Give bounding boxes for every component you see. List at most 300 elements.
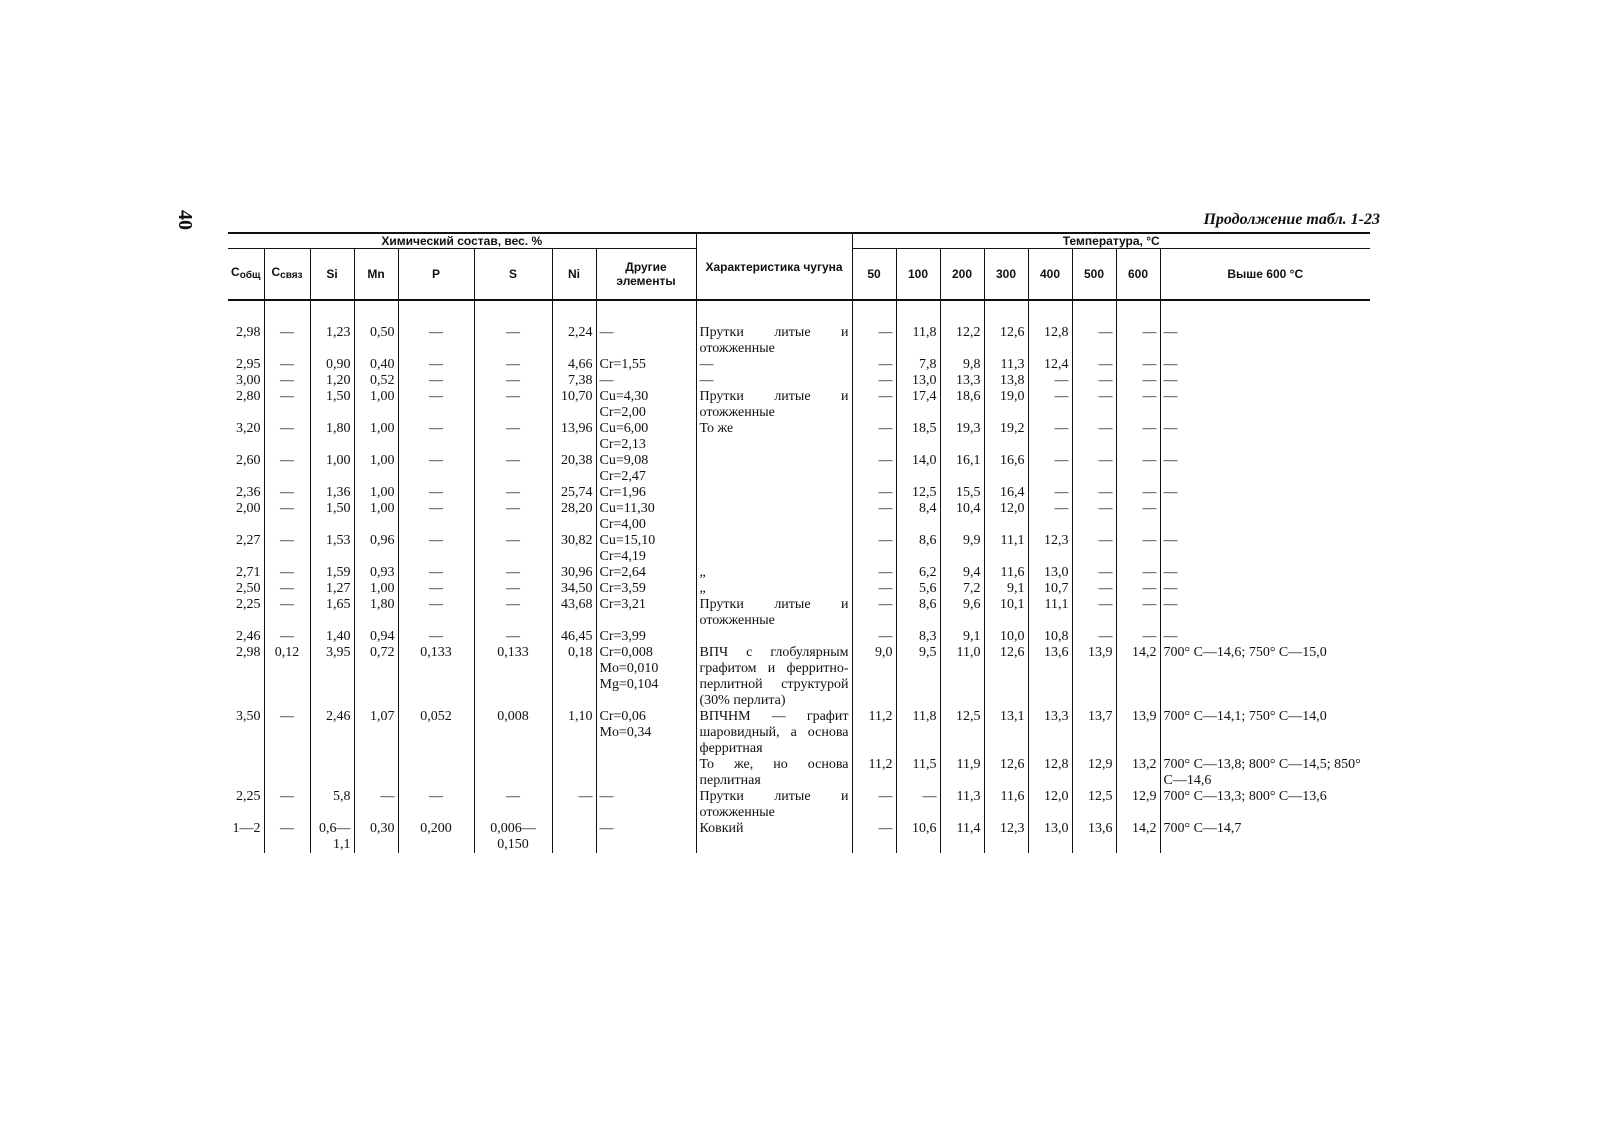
cell-t500: — [1072, 501, 1116, 533]
cell-t600: — [1116, 357, 1160, 373]
cell-t600: — [1116, 581, 1160, 597]
cell-mn: 0,96 [354, 533, 398, 565]
cell-cb: — [264, 597, 310, 629]
table-row [228, 373, 1370, 389]
table-row [228, 357, 1370, 373]
cell-si: 1,23 [310, 325, 354, 357]
cell-si [310, 757, 354, 789]
cell-other: Cu=11,30 Cr=4,00 [596, 501, 696, 533]
cell-c: 2,00 [236, 501, 261, 516]
cell-t600: 14,2 [1116, 645, 1160, 709]
cell-char [696, 501, 852, 533]
cell-t500: — [1072, 485, 1116, 501]
cell-other: Cr=0,008 Mo=0,010 Mg=0,104 [596, 645, 696, 709]
cell-si: 1,50 [310, 389, 354, 421]
cell-above: 700° С—14,7 [1160, 821, 1370, 853]
table-row [228, 645, 1370, 709]
cell-char [696, 533, 852, 565]
col-t100: 100 [896, 249, 940, 301]
cell-t400: 12,8 [1028, 757, 1072, 789]
cell-t400: 10,8 [1028, 629, 1072, 645]
cell-char [696, 629, 852, 645]
cell-t400: — [1028, 453, 1072, 485]
cell-cb: — [264, 357, 310, 373]
cell-t200: 9,6 [940, 597, 984, 629]
cell-t300: 12,3 [984, 821, 1028, 853]
temperature-header: Температура, °С [852, 233, 1370, 249]
cell-p: — [398, 389, 474, 421]
cell-t600: 12,9 [1116, 789, 1160, 821]
table-row [228, 789, 1370, 821]
cell-t50: — [852, 821, 896, 853]
cell-t300: 19,2 [984, 421, 1028, 453]
cell-ni: 1,10 [552, 709, 596, 757]
cell-t100: 6,2 [896, 565, 940, 581]
cell-p: — [398, 565, 474, 581]
cell-t600: — [1116, 373, 1160, 389]
cell-p: — [398, 629, 474, 645]
cell-t500: — [1072, 533, 1116, 565]
cell-p: — [398, 533, 474, 565]
cell-t200: 11,3 [940, 789, 984, 821]
cell-t200: 12,5 [940, 709, 984, 757]
cell-c: 2,25 [236, 597, 261, 612]
cell-other: Cu=6,00 Cr=2,13 [596, 421, 696, 453]
cell-si: 1,59 [310, 565, 354, 581]
cell-other: Cu=4,30 Cr=2,00 [596, 389, 696, 421]
cell-above: 700° С—14,6; 750° С—15,0 [1160, 645, 1370, 709]
cell-s: — [474, 373, 552, 389]
cell-cb: — [264, 821, 310, 853]
col-other-elements: Другие элементы [596, 249, 696, 301]
cell-above: — [1160, 581, 1370, 597]
cell-mn [354, 757, 398, 789]
cell-c: 2,95 [236, 357, 261, 372]
cell-t300: 16,6 [984, 453, 1028, 485]
cell-p: — [398, 485, 474, 501]
cell-s: — [474, 357, 552, 373]
cell-t300: 11,1 [984, 533, 1028, 565]
cell-ni: 2,24 [552, 325, 596, 357]
cell-cb [264, 757, 310, 789]
cell-si: 1,36 [310, 485, 354, 501]
cell-p: — [398, 421, 474, 453]
table-row [228, 709, 1370, 757]
cell-c: 2,25 [236, 789, 261, 804]
cell-ni [552, 757, 596, 789]
cell-t50: — [852, 357, 896, 373]
cell-si: 1,27 [310, 581, 354, 597]
cell-t50: — [852, 597, 896, 629]
col-p: P [398, 249, 474, 301]
cell-s: — [474, 501, 552, 533]
cell-p: — [398, 501, 474, 533]
table-row [228, 629, 1370, 645]
cell-cb: — [264, 581, 310, 597]
cell-mn: 0,30 [354, 821, 398, 853]
col-mn: Mn [354, 249, 398, 301]
cell-above: 700° С—13,8; 800° С—14,5; 850° С—14,6 [1160, 757, 1370, 789]
cell-c: 2,46 [236, 629, 261, 644]
cell-cb: — [264, 565, 310, 581]
cell-t100: 8,6 [896, 597, 940, 629]
cell-t200: 16,1 [940, 453, 984, 485]
cell-cb: — [264, 501, 310, 533]
cell-t200: 15,5 [940, 485, 984, 501]
cell-char: ВПЧНМ — графит шаровидный, а основа ферритная [696, 709, 852, 757]
cell-t100: 8,3 [896, 629, 940, 645]
cell-c: 2,71 [236, 565, 261, 580]
cell-t300: 10,0 [984, 629, 1028, 645]
cell-t500: — [1072, 565, 1116, 581]
chem-composition-header: Химический состав, вес. % [228, 233, 696, 249]
cell-t400: — [1028, 389, 1072, 421]
table-row [228, 581, 1370, 597]
table-row [228, 389, 1370, 421]
cell-t200: 19,3 [940, 421, 984, 453]
cell-t200: 11,4 [940, 821, 984, 853]
cell-cb: — [264, 789, 310, 821]
cell-cb: — [264, 325, 310, 357]
cell-t400: — [1028, 421, 1072, 453]
cell-t100: — [896, 789, 940, 821]
cell-t50: — [852, 789, 896, 821]
cell-t600: — [1116, 629, 1160, 645]
cell-char: Прутки литые и отожженные [696, 789, 852, 821]
cell-t300: 16,4 [984, 485, 1028, 501]
cell-ni: 4,66 [552, 357, 596, 373]
cell-t600: — [1116, 533, 1160, 565]
cell-c [228, 757, 264, 789]
cell-other: Cr=3,59 [596, 581, 696, 597]
cell-above: — [1160, 453, 1370, 485]
cell-p: — [398, 581, 474, 597]
cell-ni: 46,45 [552, 629, 596, 645]
col-t200: 200 [940, 249, 984, 301]
cell-char [696, 453, 852, 485]
col-ni: Ni [552, 249, 596, 301]
cell-t500: 13,6 [1072, 821, 1116, 853]
cell-mn: 1,07 [354, 709, 398, 757]
cell-ni: 30,82 [552, 533, 596, 565]
cell-t300: 10,1 [984, 597, 1028, 629]
cell-other: Cr=1,96 [596, 485, 696, 501]
col-t500: 500 [1072, 249, 1116, 301]
cell-t300: 13,1 [984, 709, 1028, 757]
cell-t300: 9,1 [984, 581, 1028, 597]
cell-si: 0,6—1,1 [310, 821, 354, 853]
cell-t300: 12,0 [984, 501, 1028, 533]
cell-t50: — [852, 581, 896, 597]
cell-t50: — [852, 501, 896, 533]
cell-mn: 1,80 [354, 597, 398, 629]
cell-s: — [474, 325, 552, 357]
cell-t300: 11,3 [984, 357, 1028, 373]
cell-si: 1,40 [310, 629, 354, 645]
cell-other: Cr=0,06 Mo=0,34 [596, 709, 696, 757]
cell-mn: 1,00 [354, 453, 398, 485]
cell-p: — [398, 597, 474, 629]
cell-si: 1,53 [310, 533, 354, 565]
cell-s: 0,133 [474, 645, 552, 709]
cell-t600: — [1116, 597, 1160, 629]
cell-c: 2,98 [236, 645, 261, 660]
cell-si: 1,20 [310, 373, 354, 389]
cell-ni: 43,68 [552, 597, 596, 629]
cell-t50: — [852, 325, 896, 357]
cell-t600: 13,2 [1116, 757, 1160, 789]
cell-p: 0,200 [398, 821, 474, 853]
cell-cb: 0,12 [264, 645, 310, 709]
cell-t600: — [1116, 485, 1160, 501]
cell-cb: — [264, 709, 310, 757]
cell-t100: 5,6 [896, 581, 940, 597]
cell-c: 2,27 [236, 533, 261, 548]
cell-mn: 1,00 [354, 421, 398, 453]
cell-cb: — [264, 389, 310, 421]
cell-above: — [1160, 357, 1370, 373]
cell-ni: 10,70 [552, 389, 596, 421]
cell-mn: 1,00 [354, 389, 398, 421]
cell-s: — [474, 485, 552, 501]
cell-t500: 12,5 [1072, 789, 1116, 821]
cell-t50: — [852, 389, 896, 421]
cell-si: 2,46 [310, 709, 354, 757]
cell-t400: — [1028, 373, 1072, 389]
cell-t200: 18,6 [940, 389, 984, 421]
cell-c: 3,20 [236, 421, 261, 436]
cell-above: — [1160, 325, 1370, 357]
cell-t400: — [1028, 485, 1072, 501]
cell-mn: 1,00 [354, 485, 398, 501]
cell-t200: 12,2 [940, 325, 984, 357]
cell-mn: 0,72 [354, 645, 398, 709]
cell-other: Cr=3,99 [596, 629, 696, 645]
cell-t400: 10,7 [1028, 581, 1072, 597]
cell-t500: 13,7 [1072, 709, 1116, 757]
cell-s: — [474, 597, 552, 629]
col-t600: 600 [1116, 249, 1160, 301]
col-above-600: Выше 600 °С [1160, 249, 1370, 301]
cell-si: 1,50 [310, 501, 354, 533]
cell-c: 3,00 [236, 373, 261, 388]
cell-other: — [596, 821, 696, 853]
cell-p: — [398, 325, 474, 357]
cell-t50: — [852, 629, 896, 645]
cell-t200: 11,9 [940, 757, 984, 789]
cell-other: Cr=2,64 [596, 565, 696, 581]
cell-t50: 9,0 [852, 645, 896, 709]
cell-t600: 14,2 [1116, 821, 1160, 853]
table-row [228, 453, 1370, 485]
table-row [228, 421, 1370, 453]
cell-t500: — [1072, 421, 1116, 453]
cell-t200: 9,8 [940, 357, 984, 373]
cell-t100: 7,8 [896, 357, 940, 373]
cell-t600: — [1116, 325, 1160, 357]
cell-s [474, 757, 552, 789]
cell-c: 2,36 [236, 485, 261, 500]
cell-si: 1,80 [310, 421, 354, 453]
col-s: S [474, 249, 552, 301]
cell-t200: 9,1 [940, 629, 984, 645]
cell-t100: 8,4 [896, 501, 940, 533]
cell-t100: 10,6 [896, 821, 940, 853]
cell-t500: — [1072, 453, 1116, 485]
cell-t600: 13,9 [1116, 709, 1160, 757]
cell-t400: 11,1 [1028, 597, 1072, 629]
cell-t50: — [852, 453, 896, 485]
cell-t50: — [852, 565, 896, 581]
table-row [228, 565, 1370, 581]
cell-si: 1,65 [310, 597, 354, 629]
cell-char: Ковкий [696, 821, 852, 853]
cell-p: 0,133 [398, 645, 474, 709]
cell-t600: — [1116, 421, 1160, 453]
cell-t200: 13,3 [940, 373, 984, 389]
cell-above: — [1160, 485, 1370, 501]
page-number: 40 [174, 210, 196, 230]
cell-mn: 0,52 [354, 373, 398, 389]
cell-t600: — [1116, 565, 1160, 581]
cell-s: — [474, 565, 552, 581]
cell-other: Cu=9,08 Cr=2,47 [596, 453, 696, 485]
cell-above: — [1160, 533, 1370, 565]
cell-other: — [596, 325, 696, 357]
cell-s: 0,008 [474, 709, 552, 757]
cell-si: 5,8 [310, 789, 354, 821]
cell-cb: — [264, 453, 310, 485]
cell-above [1160, 501, 1370, 533]
cell-char: „ [696, 581, 852, 597]
cell-t200: 9,4 [940, 565, 984, 581]
cell-t500: 13,9 [1072, 645, 1116, 709]
cell-above: — [1160, 565, 1370, 581]
cell-t300: 11,6 [984, 789, 1028, 821]
cell-t100: 12,5 [896, 485, 940, 501]
cell-mn: 0,40 [354, 357, 398, 373]
cell-t50: — [852, 421, 896, 453]
cell-mn: 1,00 [354, 501, 398, 533]
cell-ni: 28,20 [552, 501, 596, 533]
cell-other: Cu=15,10 Cr=4,19 [596, 533, 696, 565]
cell-char: — [696, 373, 852, 389]
table-row [228, 325, 1370, 357]
table-continuation-caption: Продолжение табл. 1-23 [1203, 211, 1380, 228]
cell-t400: 12,0 [1028, 789, 1072, 821]
cell-p: — [398, 789, 474, 821]
cell-p: — [398, 357, 474, 373]
cell-t500: — [1072, 629, 1116, 645]
cell-t400: 12,3 [1028, 533, 1072, 565]
cell-si: 0,90 [310, 357, 354, 373]
cell-other: Cr=3,21 [596, 597, 696, 629]
table-row [228, 485, 1370, 501]
cell-t100: 9,5 [896, 645, 940, 709]
cell-t400: 13,6 [1028, 645, 1072, 709]
cell-c: 2,50 [236, 581, 261, 596]
cell-p [398, 757, 474, 789]
cell-c: 2,98 [236, 325, 261, 340]
cell-t100: 11,5 [896, 757, 940, 789]
cell-c: 1—2 [232, 821, 261, 836]
col-t50: 50 [852, 249, 896, 301]
cell-t600: — [1116, 453, 1160, 485]
cell-s: 0,006—0,150 [474, 821, 552, 853]
cell-c: 3,50 [236, 709, 261, 724]
cell-ni: 25,74 [552, 485, 596, 501]
cell-p: — [398, 453, 474, 485]
col-c-bound: $С_{связ}$ [264, 249, 310, 301]
cell-ni: 0,18 [552, 645, 596, 709]
cell-s: — [474, 629, 552, 645]
col-t400: 400 [1028, 249, 1072, 301]
cell-t300: 13,8 [984, 373, 1028, 389]
cell-above: — [1160, 421, 1370, 453]
cell-ni: 20,38 [552, 453, 596, 485]
cell-ni: 7,38 [552, 373, 596, 389]
cell-other: Cr=1,55 [596, 357, 696, 373]
cell-t400: 13,0 [1028, 821, 1072, 853]
cell-t50: 11,2 [852, 757, 896, 789]
cell-t500: — [1072, 357, 1116, 373]
cell-above: 700° С—14,1; 750° С—14,0 [1160, 709, 1370, 757]
cell-s: — [474, 389, 552, 421]
cell-cb: — [264, 533, 310, 565]
cell-c: 2,80 [236, 389, 261, 404]
cell-t100: 13,0 [896, 373, 940, 389]
table-row [228, 533, 1370, 565]
table-row [228, 597, 1370, 629]
cell-ni: 13,96 [552, 421, 596, 453]
cell-char: „ [696, 565, 852, 581]
cell-above: 700° С—13,3; 800° С—13,6 [1160, 789, 1370, 821]
cell-t500: 12,9 [1072, 757, 1116, 789]
cell-t400: 12,4 [1028, 357, 1072, 373]
cell-t50: — [852, 533, 896, 565]
cell-t200: 10,4 [940, 501, 984, 533]
cell-t400: 12,8 [1028, 325, 1072, 357]
cell-t100: 14,0 [896, 453, 940, 485]
col-c-total: $С_{общ}$ [228, 249, 264, 301]
cell-ni [552, 821, 596, 853]
cell-ni: 30,96 [552, 565, 596, 581]
cell-t500: — [1072, 325, 1116, 357]
cell-t200: 9,9 [940, 533, 984, 565]
cell-t500: — [1072, 597, 1116, 629]
thermal-expansion-table [228, 232, 1370, 853]
cell-above: — [1160, 629, 1370, 645]
cell-above: — [1160, 373, 1370, 389]
cell-ni: — [552, 789, 596, 821]
cell-t300: 12,6 [984, 757, 1028, 789]
cell-char: То же, но основа перлитная [696, 757, 852, 789]
cell-s: — [474, 453, 552, 485]
cell-mn: 0,94 [354, 629, 398, 645]
cell-other: — [596, 373, 696, 389]
table-body [228, 300, 1370, 853]
cell-mn: 0,93 [354, 565, 398, 581]
cell-char: ВПЧ с глобулярным графитом и ферритно-перлитной структурой (30% перлита) [696, 645, 852, 709]
cell-t100: 8,6 [896, 533, 940, 565]
cell-cb: — [264, 485, 310, 501]
cell-ni: 34,50 [552, 581, 596, 597]
cell-t500: — [1072, 581, 1116, 597]
cell-char: Прутки литые и отожженные [696, 389, 852, 421]
cell-s: — [474, 421, 552, 453]
table-row [228, 757, 1370, 789]
cell-above: — [1160, 389, 1370, 421]
